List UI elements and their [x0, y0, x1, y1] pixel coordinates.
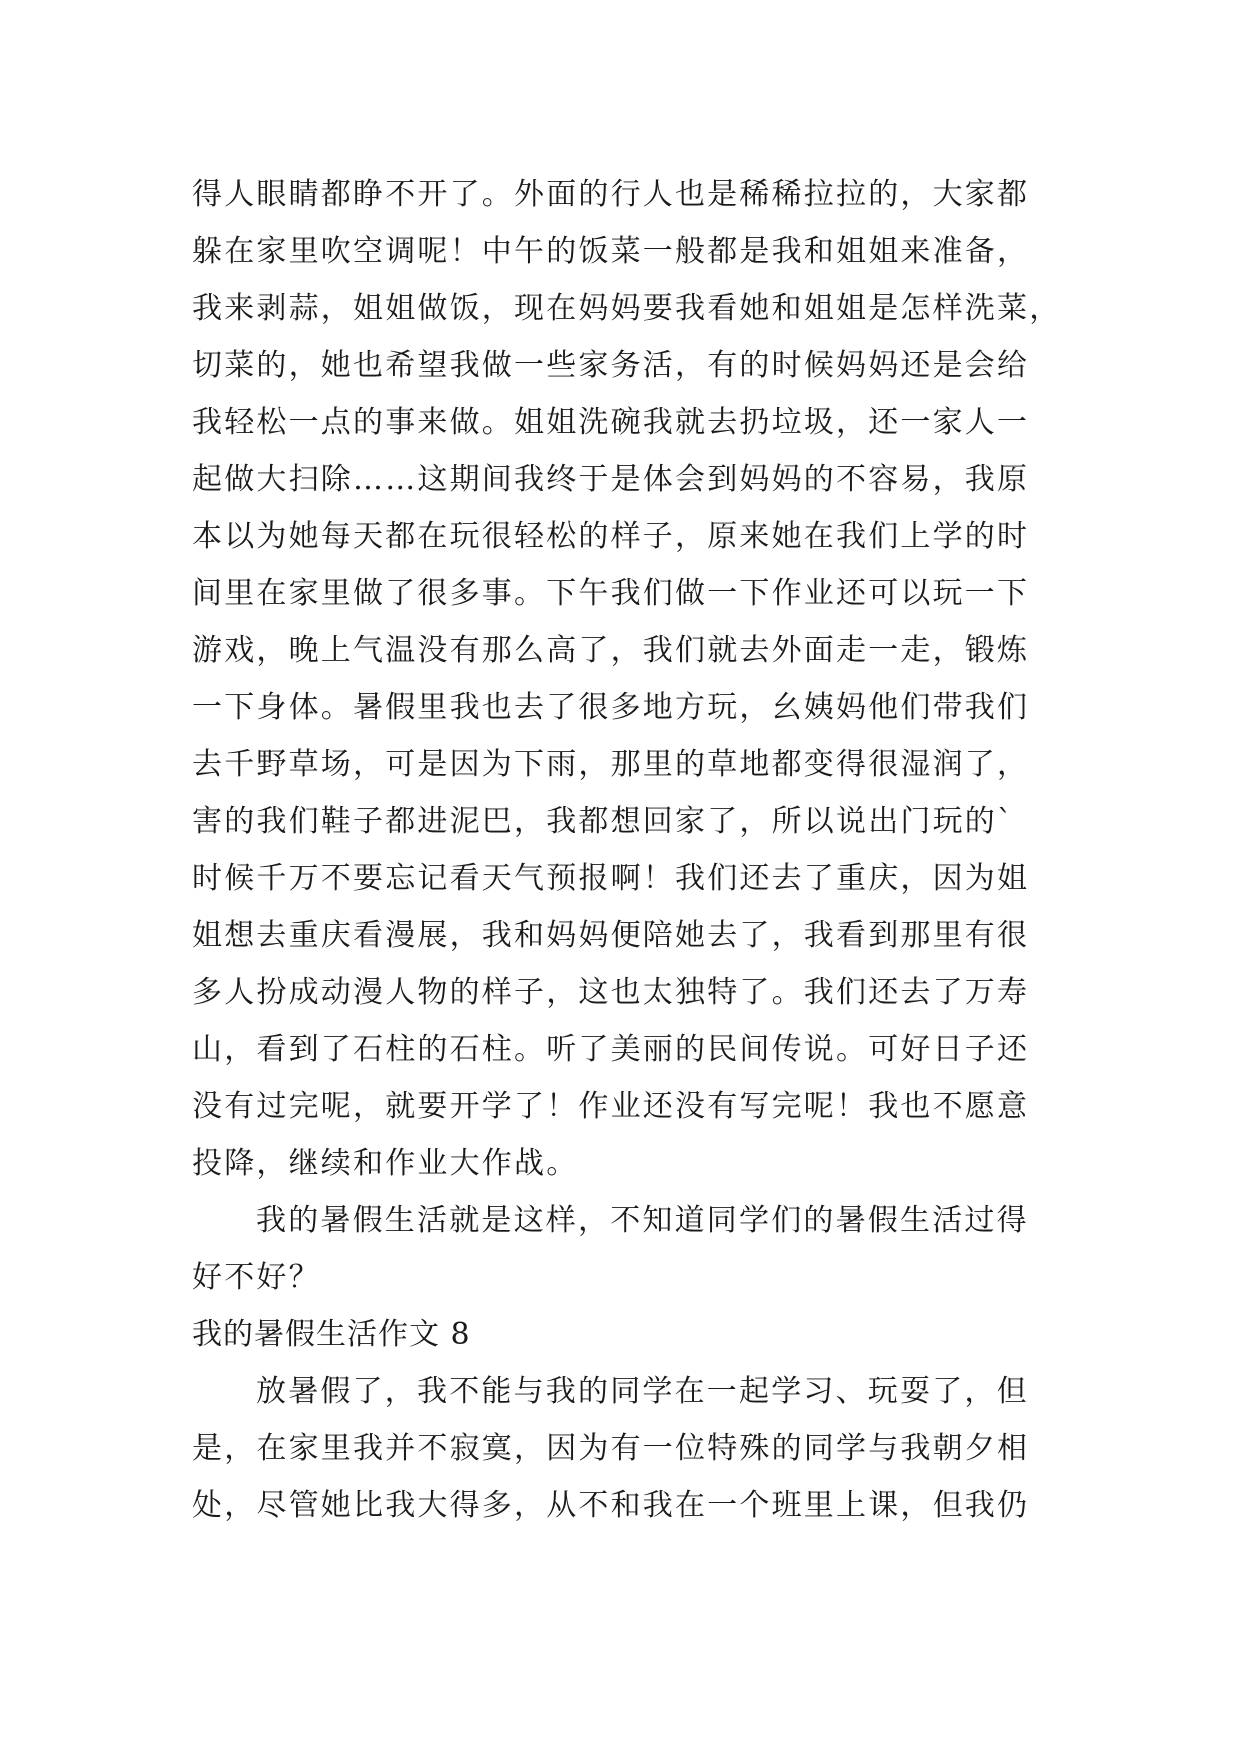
- text-line: 是，在家里我并不寂寞，因为有一位特殊的同学与我朝夕相: [192, 1431, 1030, 1466]
- section-heading: 我的暑假生活作文 8: [192, 1317, 471, 1352]
- text-line: 一下身体。暑假里我也去了很多地方玩，幺姨妈他们带我们: [192, 690, 1030, 725]
- text-line: 时候千万不要忘记看天气预报啊！我们还去了重庆，因为姐: [192, 861, 1030, 896]
- text-line: 我轻松一点的事来做。姐姐洗碗我就去扔垃圾，还一家人一: [192, 405, 1030, 440]
- paragraph-new: [192, 1363, 1062, 1534]
- paragraph-closing: [192, 1192, 1062, 1306]
- text-line: 没有过完呢，就要开学了！作业还没有写完呢！我也不愿意: [192, 1089, 1030, 1124]
- text-line: 姐想去重庆看漫展，我和妈妈便陪她去了，我看到那里有很: [192, 918, 1030, 953]
- paragraph-continued: [192, 166, 1062, 1192]
- text-line: 放暑假了，我不能与我的同学在一起学习、玩耍了，但: [256, 1374, 1029, 1409]
- text-line: 我来剥蒜，姐姐做饭，现在妈妈要我看她和姐姐是怎样洗菜，: [192, 291, 1062, 326]
- text-line: 害的我们鞋子都进泥巴，我都想回家了，所以说出门玩的`: [192, 804, 1015, 839]
- text-line: 游戏，晚上气温没有那么高了，我们就去外面走一走，锻炼: [192, 633, 1030, 668]
- text-line: 我的暑假生活就是这样，不知道同学们的暑假生活过得: [256, 1203, 1029, 1238]
- text-line: 得人眼睛都睁不开了。外面的行人也是稀稀拉拉的，大家都: [192, 177, 1030, 212]
- text-line: 去千野草场，可是因为下雨，那里的草地都变得很湿润了，: [192, 747, 1030, 782]
- text-line: 切菜的，她也希望我做一些家务活，有的时候妈妈还是会给: [192, 348, 1030, 383]
- text-line: 间里在家里做了很多事。下午我们做一下作业还可以玩一下: [192, 576, 1030, 611]
- text-line: 处，尽管她比我大得多，从不和我在一个班里上课，但我仍: [192, 1488, 1030, 1523]
- text-line: 投降，继续和作业大作战。: [192, 1146, 579, 1181]
- document-body: [192, 166, 1062, 1534]
- text-line: 起做大扫除……这期间我终于是体会到妈妈的不容易，我原: [192, 462, 1030, 497]
- text-line: 好不好？: [192, 1260, 321, 1295]
- text-line: 本以为她每天都在玩很轻松的样子，原来她在我们上学的时: [192, 519, 1030, 554]
- text-line: 躲在家里吹空调呢！中午的饭菜一般都是我和姐姐来准备，: [192, 234, 1030, 269]
- text-line: 山，看到了石柱的石柱。听了美丽的民间传说。可好日子还: [192, 1032, 1030, 1067]
- text-line: 多人扮成动漫人物的样子，这也太独特了。我们还去了万寿: [192, 975, 1030, 1010]
